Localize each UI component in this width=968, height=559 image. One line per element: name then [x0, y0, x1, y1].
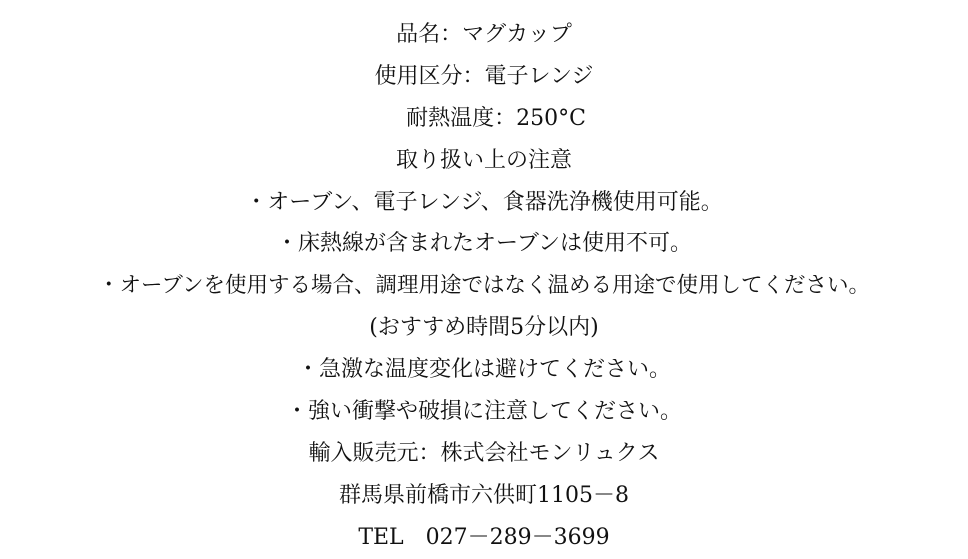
heat-resistance-line: 耐熱温度：250°C	[406, 105, 586, 131]
precaution-recommended-time: (おすすめ時間5分以内)	[369, 315, 599, 341]
address-line: 群馬県前橋市六供町1105－8	[339, 482, 629, 508]
handling-precautions-heading: 取り扱い上の注意	[395, 147, 572, 173]
precaution-impact-damage: ・強い衝撃や破損に注意してください。	[285, 399, 682, 425]
telephone-line: TEL 027－289－3699	[358, 524, 610, 550]
precaution-warming-only: ・オーブンを使用する場合、調理用途ではなく温める用途で使用してください。	[97, 273, 871, 299]
product-name-line: 品名：マグカップ	[396, 22, 572, 47]
precaution-temperature-change: ・急激な温度変化は避けてください。	[296, 357, 671, 383]
product-label-text	[0, 14, 968, 559]
precaution-floor-heating-oven: ・床熱線が含まれたオーブンは使用不可。	[275, 231, 693, 257]
importer-line: 輸入販売元：株式会社モンリュクス	[308, 440, 660, 466]
usage-category-line: 使用区分：電子レンジ	[374, 63, 594, 89]
precaution-oven-microwave-dishwasher: ・オーブン、電子レンジ、食器洗浄機使用可能。	[245, 189, 723, 215]
